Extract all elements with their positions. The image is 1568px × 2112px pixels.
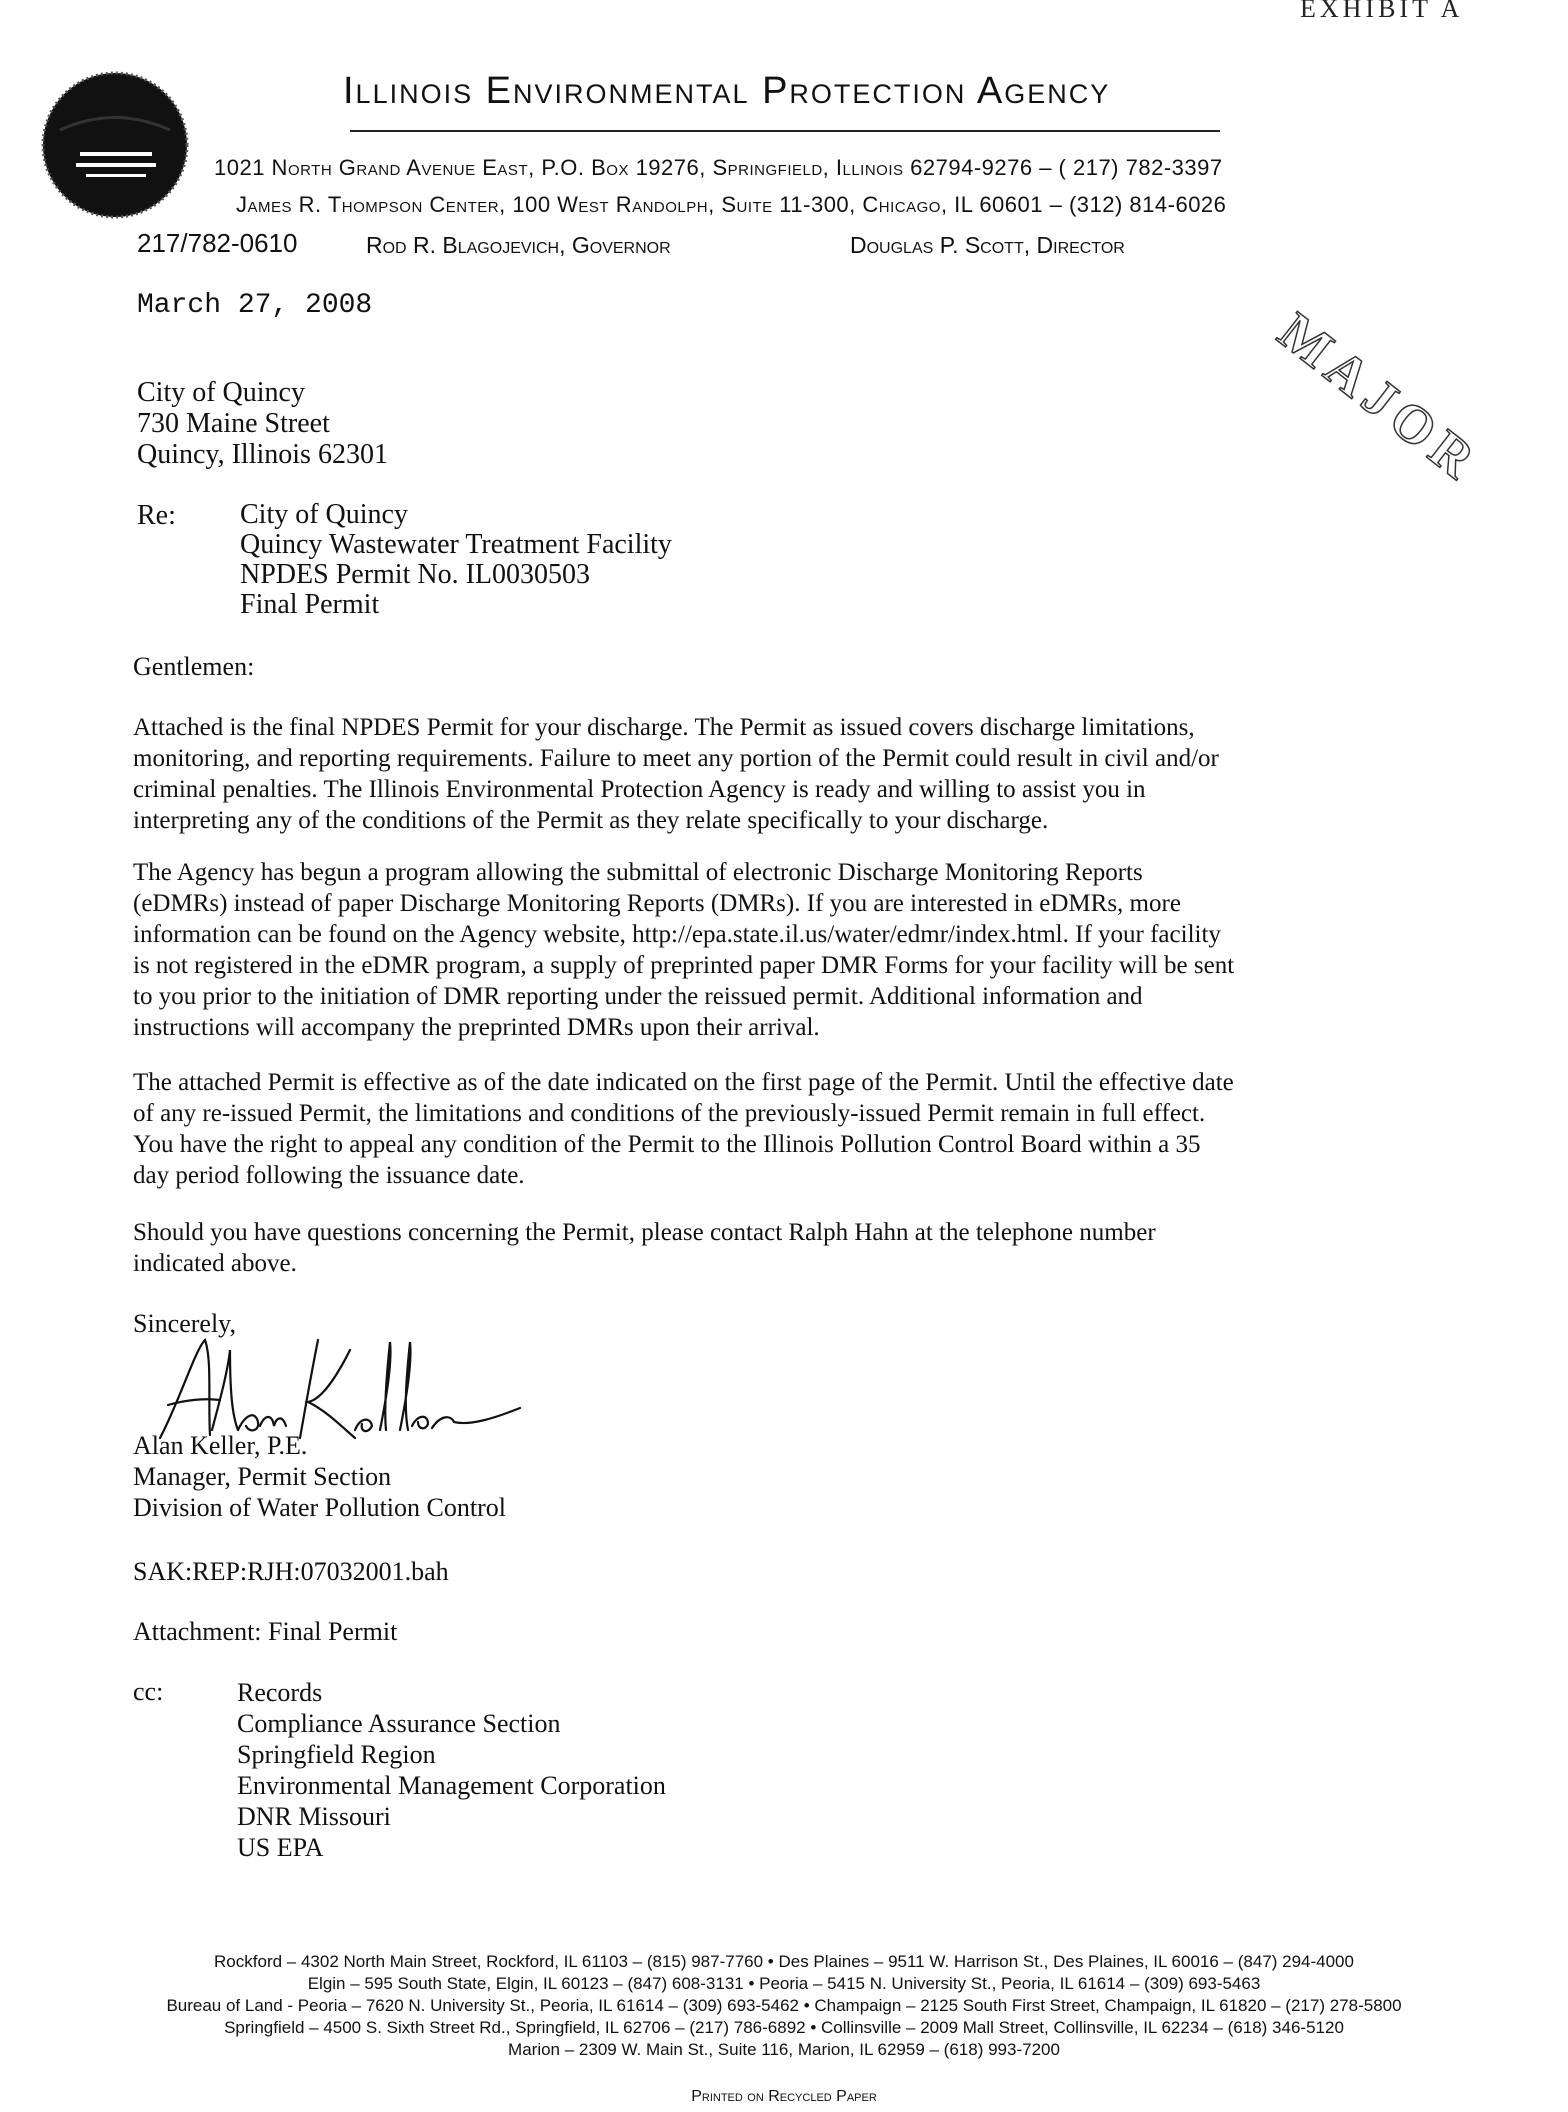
- footer-line: Elgin – 595 South State, Elgin, IL 60123 – (847) 608-3131 • Peoria – 5415 N. University St., Peoria, IL 61614 – (309) 693-5463: [307, 1974, 1261, 1993]
- footer-line: Marion – 2309 W. Main St., Suite 116, Marion, IL 62959 – (618) 993-7200: [508, 2040, 1060, 2059]
- paragraph-line: You have the right to appeal any condition of the Permit to the Illinois Pollution Control Board within a 35: [133, 1131, 1201, 1158]
- recipient-line: 730 Maine Street: [137, 408, 330, 439]
- recipient-line: Quincy, Illinois 62301: [137, 439, 388, 470]
- agency-seal-icon: [40, 70, 190, 225]
- body-paragraph-3: [133, 1067, 1468, 1191]
- re-label: Re:: [137, 500, 176, 531]
- paragraph-line: monitoring, and reporting requirements. Failure to meet any portion of the Permit could result in civil and/or: [133, 745, 1219, 772]
- paragraph-line: of any re-issued Permit, the limitations and conditions of the previously-issued Permit remain in full effect.: [133, 1100, 1206, 1127]
- paragraph-line: to you prior to the initiation of DMR reporting under the reissued permit. Additional information and: [133, 983, 1143, 1010]
- paragraph-line: Attached is the final NPDES Permit for your discharge. The Permit as issued covers discharge limitations,: [133, 714, 1195, 741]
- cc-recipient: Compliance Assurance Section: [237, 1709, 561, 1738]
- attachment-note: Attachment: Final Permit: [133, 1617, 398, 1646]
- footer-line: Springfield – 4500 S. Sixth Street Rd., Springfield, IL 62706 – (217) 786-6892 • Collinsville – 2009 Mall Street, Collinsville, IL 62234 – (618) 346-5120: [224, 2018, 1344, 2037]
- agency-phone: 217/782-0610: [137, 228, 298, 258]
- cc-label: cc:: [133, 1677, 164, 1706]
- cc-recipient: Environmental Management Corporation: [237, 1771, 666, 1800]
- re-line: Final Permit: [240, 589, 380, 620]
- paragraph-line: day period following the issuance date.: [133, 1162, 525, 1189]
- paragraph-line: indicated above.: [133, 1250, 297, 1277]
- salutation: Gentlemen:: [133, 652, 255, 681]
- major-stamp: MAJOR: [1267, 300, 1492, 495]
- re-subject: [240, 500, 672, 620]
- paragraph-line: The Agency has begun a program allowing the submittal of electronic Discharge Monitoring Reports: [133, 859, 1143, 886]
- recycled-paper-note: Printed on Recycled Paper: [691, 2088, 877, 2105]
- signature-block: [133, 1430, 506, 1523]
- cc-recipient: Springfield Region: [237, 1740, 436, 1769]
- re-line: NPDES Permit No. IL0030503: [240, 559, 590, 590]
- closing: Sincerely,: [133, 1309, 236, 1338]
- signer-title: Manager, Permit Section: [133, 1462, 392, 1491]
- paragraph-line: The attached Permit is effective as of the date indicated on the first page of the Permit. Until the effective date: [133, 1069, 1234, 1096]
- exhibit-mark: EXHIBIT A: [1300, 0, 1464, 23]
- recipient-address: [137, 377, 388, 470]
- body-paragraph-4: [133, 1217, 1468, 1279]
- re-line: Quincy Wastewater Treatment Facility: [240, 529, 672, 560]
- footer-line: Bureau of Land - Peoria – 7620 N. University St., Peoria, IL 61614 – (309) 693-5462 • Champaign – 2125 South First Street, Champaign, IL 61820 – (217) 278-5800: [166, 1996, 1402, 2015]
- footer-line: Rockford – 4302 North Main Street, Rockford, IL 61103 – (815) 987-7760 • Des Plaines – 9511 W. Harrison St., Des Plaines, IL 60016 – (847) 294-4000: [214, 1952, 1354, 1971]
- paragraph-line: information can be found on the Agency website, http://epa.state.il.us/water/edmr/index.html. If your facility: [133, 921, 1221, 948]
- re-line: City of Quincy: [240, 499, 408, 530]
- paragraph-line: instructions will accompany the preprinted DMRs upon their arrival.: [133, 1014, 820, 1041]
- signer-name: Alan Keller, P.E.: [133, 1431, 308, 1460]
- agency-name: Illinois Environmental Protection Agency: [343, 70, 1111, 112]
- reference-code: SAK:REP:RJH:07032001.bah: [133, 1557, 449, 1586]
- body-paragraph-2: [133, 857, 1468, 1043]
- paragraph-line: Should you have questions concerning the Permit, please contact Ralph Hahn at the telephone number: [133, 1219, 1156, 1246]
- regional-offices-footer: [0, 1951, 1568, 2061]
- header-rule: [350, 130, 1220, 132]
- letter-date: March 27, 2008: [137, 290, 373, 321]
- paragraph-line: interpreting any of the conditions of the Permit as they relate specifically to your discharge.: [133, 807, 1049, 834]
- director-name: Douglas P. Scott, Director: [850, 232, 1125, 258]
- chicago-address: James R. Thompson Center, 100 West Randolph, Suite 11-300, Chicago, IL 60601 – (312) 814-6026: [236, 192, 1227, 217]
- cc-recipient: DNR Missouri: [237, 1802, 391, 1831]
- body-paragraph-1: [133, 712, 1468, 836]
- springfield-address: 1021 North Grand Avenue East, P.O. Box 19276, Springfield, Illinois 62794-9276 – ( 217) 782-3397: [214, 155, 1223, 180]
- signer-division: Division of Water Pollution Control: [133, 1493, 506, 1522]
- paragraph-line: criminal penalties. The Illinois Environmental Protection Agency is ready and willing to assist you in: [133, 776, 1146, 803]
- recipient-line: City of Quincy: [137, 377, 305, 408]
- cc-recipient: Records: [237, 1678, 323, 1707]
- cc-recipient: US EPA: [237, 1833, 324, 1862]
- governor-name: Rod R. Blagojevich, Governor: [366, 232, 671, 258]
- paragraph-line: (eDMRs) instead of paper Discharge Monitoring Reports (DMRs). If you are interested in eDMRs, more: [133, 890, 1181, 917]
- cc-list: [237, 1677, 666, 1863]
- paragraph-line: is not registered in the eDMR program, a supply of preprinted paper DMR Forms for your facility will be sent: [133, 952, 1235, 979]
